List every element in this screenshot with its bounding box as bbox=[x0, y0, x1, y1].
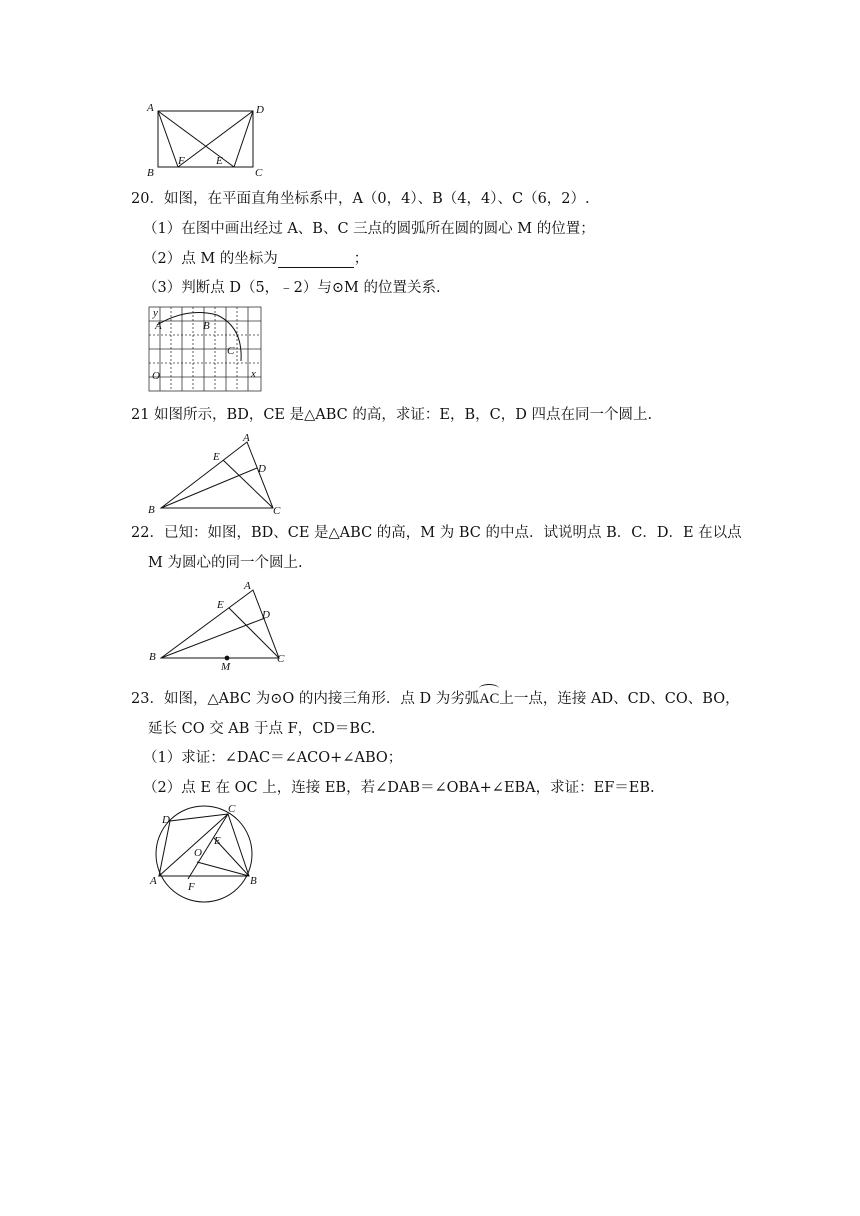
q23-line1 bbox=[131, 690, 740, 708]
label-b: B bbox=[149, 651, 156, 663]
label-a: A bbox=[150, 875, 157, 887]
label-d: D bbox=[256, 104, 264, 116]
triangle-figure-q21 bbox=[145, 432, 290, 514]
label-y: y bbox=[153, 307, 158, 319]
label-e: E bbox=[214, 835, 221, 847]
circle-figure-q23 bbox=[148, 802, 266, 904]
label-d: D bbox=[162, 814, 170, 826]
label-o: O bbox=[194, 847, 202, 859]
circle-o bbox=[156, 806, 252, 902]
label-f: F bbox=[188, 881, 195, 893]
label-f: F bbox=[178, 155, 185, 167]
q23-line1-end: 上一点，连接 AD、CD、CO、BO， bbox=[499, 691, 740, 707]
q21-stem: 21 如图所示，BD，CE 是△ABC 的高，求证：E，B，C，D 四点在同一个圆上. bbox=[131, 407, 653, 423]
q20-part2-text: （2）点 M 的坐标为 bbox=[143, 251, 278, 267]
label-e: E bbox=[216, 155, 223, 167]
label-b: B bbox=[203, 320, 210, 332]
rect-abcd bbox=[158, 111, 253, 167]
q20-part2-end: ； bbox=[353, 251, 369, 267]
label-c: C bbox=[228, 803, 236, 815]
midpoint-m bbox=[225, 656, 230, 661]
label-a: A bbox=[244, 580, 251, 592]
label-c: C bbox=[227, 345, 235, 357]
label-a: A bbox=[155, 320, 162, 332]
label-o: O bbox=[152, 370, 160, 382]
q20-part1: （1）在图中画出经过 A、B、C 三点的圆弧所在圆的圆心 M 的位置； bbox=[143, 221, 595, 237]
label-x: x bbox=[251, 368, 256, 380]
q23-part1: （1）求证：∠DAC＝∠ACO+∠ABO； bbox=[143, 750, 403, 766]
label-a: A bbox=[147, 102, 154, 114]
label-a: A bbox=[243, 432, 250, 444]
triangle-figure-q22 bbox=[145, 578, 295, 670]
q23-line2: 延长 CO 交 AB 于点 F，CD＝BC. bbox=[148, 721, 376, 737]
label-m: M bbox=[221, 661, 231, 670]
label-c: C bbox=[273, 505, 281, 514]
answer-blank bbox=[278, 253, 354, 268]
label-e: E bbox=[213, 451, 220, 463]
q22-line2: M 为圆心的同一个圆上. bbox=[148, 555, 303, 571]
q22-line1: 22．已知：如图，BD、CE 是△ABC 的高，M 为 BC 的中点．试说明点 B．C．D．E 在以点 bbox=[131, 525, 742, 541]
coordinate-grid-figure bbox=[147, 305, 265, 395]
label-b: B bbox=[250, 875, 257, 887]
label-d: D bbox=[258, 463, 266, 475]
label-d: D bbox=[262, 609, 270, 621]
rectangle-figure bbox=[140, 98, 270, 182]
label-b: B bbox=[147, 167, 154, 179]
q20-stem: 20．如图，在平面直角坐标系中，A（0，4）、B（4，4）、C（6，2）. bbox=[131, 191, 590, 207]
q23-part2: （2）点 E 在 OC 上，连接 EB，若∠DAB＝∠OBA+∠EBA，求证：EF＝EB. bbox=[143, 780, 655, 796]
arc-ac-text: AC bbox=[479, 691, 500, 707]
arc-ac-label bbox=[479, 690, 499, 708]
q20-part2 bbox=[143, 250, 368, 268]
arc-mark-icon bbox=[479, 684, 499, 693]
label-e: E bbox=[217, 599, 224, 611]
label-c: C bbox=[255, 167, 263, 179]
q23-line1-text: 23．如图，△ABC 为⊙O 的内接三角形．点 D 为劣弧 bbox=[131, 691, 480, 707]
q20-part3: （3）判断点 D（5，﹣2）与⊙M 的位置关系. bbox=[143, 280, 441, 296]
label-b: B bbox=[148, 504, 155, 514]
label-c: C bbox=[277, 653, 285, 665]
